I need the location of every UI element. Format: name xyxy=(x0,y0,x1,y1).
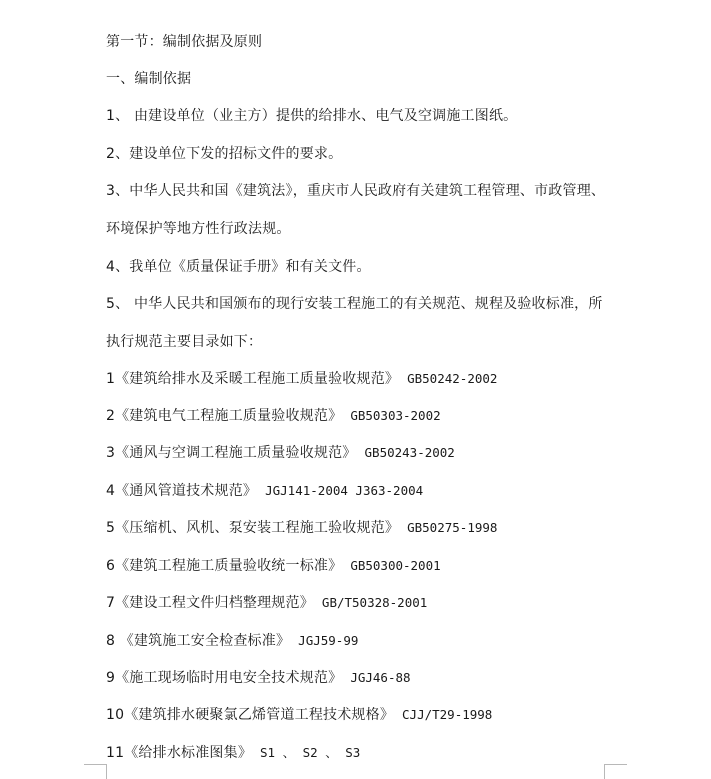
standard-code: GB50303-2002 xyxy=(350,408,441,423)
page-corner-marker-left xyxy=(84,764,107,779)
paragraph-4: 4、我单位《质量保证手册》和有关文件。 xyxy=(106,259,371,275)
standard-title: 11《给排水标准图集》 xyxy=(106,745,253,761)
standard-item xyxy=(106,519,497,537)
standard-title: 6《建筑工程施工质量验收统一标准》 xyxy=(106,558,343,574)
standard-title: 5《压缩机、风机、泵安装工程施工验收规范》 xyxy=(106,520,400,536)
standard-code: JGJ46-88 xyxy=(350,670,411,685)
section-title: 第一节：编制依据及原则 xyxy=(106,34,263,50)
paragraph-1: 1、 由建设单位（业主方）提供的给排水、电气及空调施工图纸。 xyxy=(106,108,518,124)
standard-code: S1 、 S2 、 S3 xyxy=(260,745,361,760)
paragraph-5-line-2: 执行规范主要目录如下： xyxy=(106,334,263,350)
paragraph-3-line-1: 3、中华人民共和国《建筑法》，重庆市人民政府有关建筑工程管理、市政管理、 xyxy=(106,183,606,199)
standard-item xyxy=(106,557,441,575)
standard-item xyxy=(106,370,497,388)
standard-title: 1《建筑给排水及采暖工程施工质量验收规范》 xyxy=(106,371,400,387)
standard-title: 2《建筑电气工程施工质量验收规范》 xyxy=(106,408,343,424)
standard-code: GB50300-2001 xyxy=(350,558,441,573)
subsection-title: 一、编制依据 xyxy=(106,71,192,87)
standard-code: GB50275-1998 xyxy=(407,520,498,535)
standard-title: 10《建筑排水硬聚氯乙烯管道工程技术规格》 xyxy=(106,707,395,723)
standard-item xyxy=(106,407,441,425)
standard-code: CJJ/T29-1998 xyxy=(402,707,493,722)
standard-title: 7《建设工程文件归档整理规范》 xyxy=(106,595,314,611)
standard-code: GB/T50328-2001 xyxy=(321,595,428,610)
paragraph-3-line-2: 环境保护等地方性行政法规。 xyxy=(106,221,291,237)
standard-code: GB50242-2002 xyxy=(407,371,498,386)
page-corner-marker-right xyxy=(604,764,627,779)
standard-item xyxy=(106,706,492,724)
standard-item xyxy=(106,669,411,687)
standard-item xyxy=(106,482,423,500)
standard-item xyxy=(106,632,358,650)
standard-code: JGJ141-2004 J363-2004 xyxy=(265,483,424,498)
standard-item xyxy=(106,744,360,762)
standard-title: 4《通风管道技术规范》 xyxy=(106,483,258,499)
standard-item xyxy=(106,594,427,612)
standard-title: 3《通风与空调工程施工质量验收规范》 xyxy=(106,445,357,461)
paragraph-5-line-1: 5、 中华人民共和国颁布的现行安装工程施工的有关规范、规程及验收标准，所 xyxy=(106,296,603,312)
standard-title: 8 《建筑施工安全检查标准》 xyxy=(106,633,291,649)
standard-code: GB50243-2002 xyxy=(364,445,455,460)
standard-title: 9《施工现场临时用电安全技术规范》 xyxy=(106,670,343,686)
standard-item xyxy=(106,444,455,462)
paragraph-2: 2、建设单位下发的招标文件的要求。 xyxy=(106,146,343,162)
standard-code: JGJ59-99 xyxy=(298,633,359,648)
